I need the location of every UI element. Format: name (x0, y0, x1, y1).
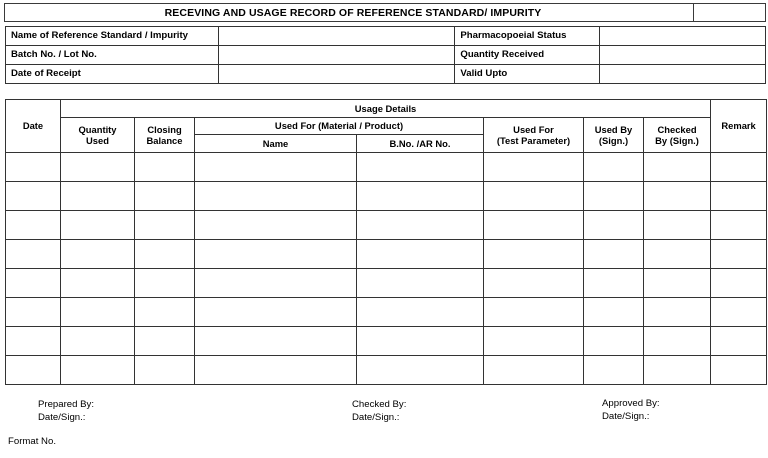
column-header-checked-by-line2: By (Sign.) (655, 135, 699, 146)
cell-closing-balance[interactable] (135, 240, 195, 269)
table-row (6, 240, 767, 269)
column-header-quantity-used-line1: Quantity (78, 123, 117, 135)
approved-by-label: Approved By: (602, 398, 660, 409)
cell-remark[interactable] (711, 356, 767, 385)
cell-bno-arno[interactable] (357, 298, 484, 327)
cell-name[interactable] (195, 211, 357, 240)
cell-quantity-used[interactable] (61, 269, 135, 298)
column-header-closing-balance (135, 118, 195, 153)
cell-date[interactable] (6, 153, 61, 182)
info-label-valid-upto: Valid Upto (455, 65, 600, 84)
cell-bno-arno[interactable] (357, 211, 484, 240)
table-row (6, 182, 767, 211)
cell-used-for-test[interactable] (484, 153, 584, 182)
info-value-valid-upto[interactable] (600, 65, 766, 84)
cell-used-by[interactable] (584, 153, 644, 182)
cell-name[interactable] (195, 327, 357, 356)
approved-by-date-sign-label: Date/Sign.: (602, 410, 650, 422)
cell-bno-arno[interactable] (357, 269, 484, 298)
cell-date[interactable] (6, 356, 61, 385)
cell-date[interactable] (6, 240, 61, 269)
prepared-by-label: Prepared By: (38, 399, 94, 410)
cell-used-by[interactable] (584, 298, 644, 327)
column-header-used-by-line2: (Sign.) (598, 135, 629, 146)
prepared-by-date-sign-label: Date/Sign.: (38, 411, 86, 423)
cell-closing-balance[interactable] (135, 298, 195, 327)
document-title-side-cell (693, 4, 765, 21)
column-header-used-by-line1: Used By (594, 123, 633, 135)
cell-checked-by[interactable] (644, 240, 711, 269)
column-header-remark: Remark (711, 100, 767, 153)
info-label-quantity-received: Quantity Received (455, 46, 600, 65)
usage-table-body (6, 153, 767, 385)
column-header-quantity-used-line2: Used (86, 135, 109, 146)
table-row (6, 327, 767, 356)
cell-checked-by[interactable] (644, 327, 711, 356)
cell-used-for-test[interactable] (484, 356, 584, 385)
checked-by-label: Checked By: (352, 399, 407, 410)
column-header-used-for-material-product: Used For (Material / Product) (195, 118, 484, 135)
cell-checked-by[interactable] (644, 298, 711, 327)
column-header-usage-details: Usage Details (61, 100, 711, 118)
cell-name[interactable] (195, 182, 357, 211)
info-value-batch-no[interactable] (218, 46, 455, 65)
cell-name[interactable] (195, 240, 357, 269)
table-row (6, 211, 767, 240)
column-header-closing-balance-line1: Closing (147, 123, 182, 135)
info-value-date-of-receipt[interactable] (218, 65, 455, 84)
cell-quantity-used[interactable] (61, 298, 135, 327)
usage-table-header-row-group (6, 100, 767, 118)
cell-remark[interactable] (711, 153, 767, 182)
checked-by-block (352, 399, 406, 425)
table-row (6, 298, 767, 327)
cell-checked-by[interactable] (644, 356, 711, 385)
info-row-batch (6, 46, 766, 65)
cell-checked-by[interactable] (644, 211, 711, 240)
column-header-used-for-test-line2: (Test Parameter) (496, 135, 571, 146)
column-header-checked-by-line1: Checked (657, 123, 697, 135)
info-value-name-of-reference-standard[interactable] (218, 27, 455, 46)
checked-by-date-sign-label: Date/Sign.: (352, 411, 400, 423)
info-label-date-of-receipt: Date of Receipt (6, 65, 219, 84)
cell-used-by[interactable] (584, 356, 644, 385)
column-header-bno-arno: B.No. /AR No. (357, 135, 484, 153)
column-header-closing-balance-line2: Balance (146, 135, 183, 146)
info-label-name-of-reference-standard: Name of Reference Standard / Impurity (6, 27, 219, 46)
cell-name[interactable] (195, 269, 357, 298)
cell-date[interactable] (6, 327, 61, 356)
cell-closing-balance[interactable] (135, 269, 195, 298)
cell-remark[interactable] (711, 327, 767, 356)
table-row (6, 356, 767, 385)
usage-table-header-row-middle (6, 118, 767, 135)
cell-name[interactable] (195, 153, 357, 182)
cell-quantity-used[interactable] (61, 356, 135, 385)
cell-quantity-used[interactable] (61, 182, 135, 211)
cell-used-by[interactable] (584, 182, 644, 211)
info-label-batch-no: Batch No. / Lot No. (6, 46, 219, 65)
cell-remark[interactable] (711, 269, 767, 298)
column-header-date: Date (6, 100, 61, 153)
cell-remark[interactable] (711, 182, 767, 211)
cell-closing-balance[interactable] (135, 182, 195, 211)
info-label-pharmacopoeial-status: Pharmacopoeial Status (455, 27, 600, 46)
column-header-used-by-sign (584, 118, 644, 153)
cell-closing-balance[interactable] (135, 153, 195, 182)
cell-quantity-used[interactable] (61, 211, 135, 240)
reference-standard-info-grid (5, 26, 766, 84)
cell-bno-arno[interactable] (357, 182, 484, 211)
cell-used-for-test[interactable] (484, 182, 584, 211)
cell-date[interactable] (6, 211, 61, 240)
format-no-label: Format No. (8, 436, 56, 447)
cell-checked-by[interactable] (644, 153, 711, 182)
table-row (6, 153, 767, 182)
info-row-name (6, 27, 766, 46)
approved-by-block (602, 398, 660, 424)
cell-checked-by[interactable] (644, 269, 711, 298)
cell-quantity-used[interactable] (61, 153, 135, 182)
cell-used-by[interactable] (584, 240, 644, 269)
cell-used-by[interactable] (584, 327, 644, 356)
cell-quantity-used[interactable] (61, 240, 135, 269)
usage-table-head (6, 100, 767, 153)
column-header-name: Name (195, 135, 357, 153)
cell-closing-balance[interactable] (135, 327, 195, 356)
cell-used-for-test[interactable] (484, 327, 584, 356)
cell-used-for-test[interactable] (484, 298, 584, 327)
info-value-pharmacopoeial-status[interactable] (600, 27, 766, 46)
cell-closing-balance[interactable] (135, 356, 195, 385)
cell-date[interactable] (6, 269, 61, 298)
column-header-checked-by-sign (644, 118, 711, 153)
cell-bno-arno[interactable] (357, 356, 484, 385)
table-row (6, 269, 767, 298)
cell-checked-by[interactable] (644, 182, 711, 211)
column-header-used-for-test-parameter (484, 118, 584, 153)
cell-remark[interactable] (711, 240, 767, 269)
cell-bno-arno[interactable] (357, 153, 484, 182)
document-title-bar (4, 3, 766, 22)
cell-used-for-test[interactable] (484, 240, 584, 269)
cell-bno-arno[interactable] (357, 240, 484, 269)
cell-used-for-test[interactable] (484, 211, 584, 240)
cell-date[interactable] (6, 182, 61, 211)
cell-bno-arno[interactable] (357, 327, 484, 356)
column-header-quantity-used (61, 118, 135, 153)
usage-record-table (5, 99, 767, 385)
cell-name[interactable] (195, 298, 357, 327)
info-row-date-of-receipt (6, 65, 766, 84)
column-header-used-for-test-line1: Used For (513, 123, 554, 135)
cell-remark[interactable] (711, 298, 767, 327)
cell-date[interactable] (6, 298, 61, 327)
cell-used-for-test[interactable] (484, 269, 584, 298)
cell-used-by[interactable] (584, 269, 644, 298)
cell-closing-balance[interactable] (135, 211, 195, 240)
document-title: RECEVING AND USAGE RECORD OF REFERENCE STANDARD/ IMPURITY (164, 6, 542, 19)
cell-used-by[interactable] (584, 211, 644, 240)
cell-name[interactable] (195, 356, 357, 385)
prepared-by-block (38, 399, 94, 425)
cell-remark[interactable] (711, 211, 767, 240)
cell-quantity-used[interactable] (61, 327, 135, 356)
info-value-quantity-received[interactable] (600, 46, 766, 65)
